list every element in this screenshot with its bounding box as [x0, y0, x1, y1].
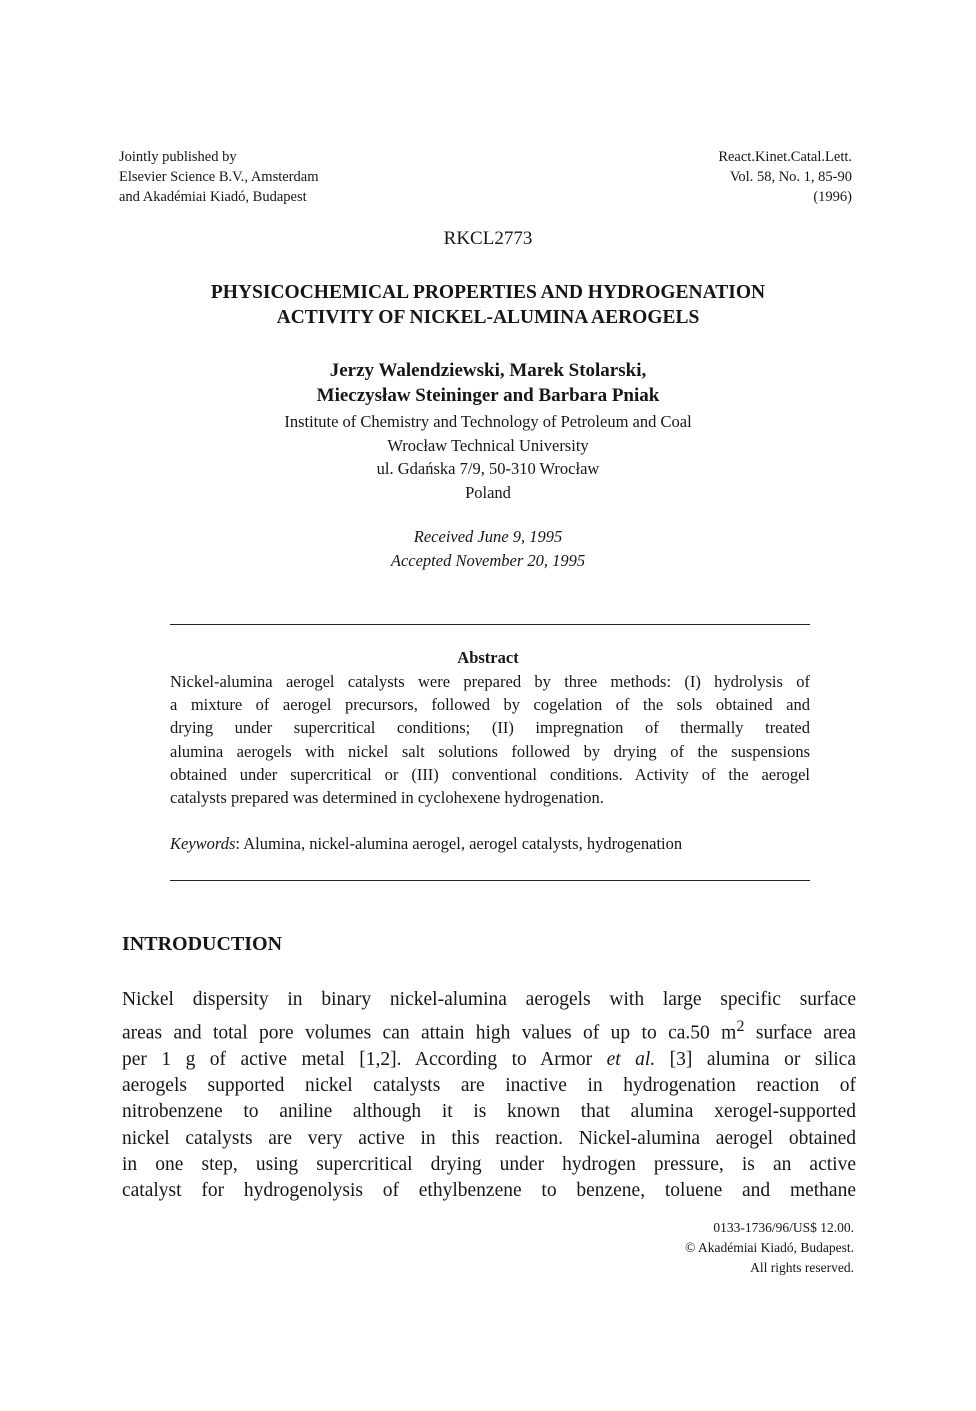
author-line: Mieczysław Steininger and Barbara Pniak	[316, 385, 660, 406]
article-code: RKCL2773	[443, 228, 533, 249]
abstract-line: catalysts prepared was determined in cyclohexene hydrogenation.	[170, 788, 604, 808]
affiliation-line: ul. Gdańska 7/9, 50-310 Wrocław	[376, 459, 600, 478]
affiliation-line: Institute of Chemistry and Technology of Petroleum and Coal	[284, 412, 692, 431]
intro-line	[122, 1013, 856, 1047]
affiliation-line: Wrocław Technical University	[387, 435, 589, 455]
abstract-heading: Abstract	[457, 648, 519, 667]
journal-citation	[718, 147, 852, 207]
intro-italic-text: et al.	[606, 1048, 656, 1070]
copyright-footer	[685, 1218, 854, 1278]
abstract-line: drying under supercritical conditions; (II) impregnation of thermally treated	[170, 718, 810, 738]
intro-text: surface area	[744, 1022, 857, 1044]
abstract-line: Nickel-alumina aerogel catalysts were prepared by three methods: (I) hydrolysis of	[170, 672, 810, 691]
abstract-top-divider	[170, 624, 810, 625]
abstract-line: alumina aerogels with nickel salt solutions followed by drying of the suspensions	[170, 741, 810, 761]
keywords	[170, 832, 810, 855]
abstract-line: a mixture of aerogel precursors, followed by cogelation of the sols obtained and	[170, 695, 810, 715]
affiliation-line: Poland	[465, 482, 511, 502]
intro-line: Nickel dispersity in binary nickel-alumina aerogels with large specific surface	[122, 989, 856, 1010]
paper-title	[0, 280, 976, 330]
intro-text: per 1 g of active metal [1,2]. According to Armor	[122, 1048, 607, 1070]
abstract-body	[170, 670, 810, 809]
publisher-line: Elsevier Science B.V., Amsterdam	[119, 169, 319, 185]
title-line: PHYSICOCHEMICAL PROPERTIES AND HYDROGENATION	[210, 282, 766, 303]
footer-line: All rights reserved.	[750, 1260, 854, 1275]
abstract-line: obtained under supercritical or (III) conventional conditions. Activity of the aerogel	[170, 764, 810, 784]
journal-line: (1996)	[813, 189, 852, 205]
superscript: 2	[736, 1017, 745, 1036]
intro-line: nitrobenzene to aniline although it is known that alumina xerogel-supported	[122, 1101, 856, 1123]
author-line: Jerzy Walendziewski, Marek Stolarski,	[329, 360, 647, 381]
intro-line: catalyst for hydrogenolysis of ethylbenzene to benzene, toluene and methane	[122, 1179, 856, 1201]
accepted-date: Accepted November 20, 1995	[390, 551, 586, 570]
intro-line	[122, 1047, 856, 1073]
intro-line: in one step, using supercritical drying under hydrogen pressure, is an active	[122, 1153, 856, 1175]
submission-dates	[0, 525, 976, 573]
affiliation	[0, 410, 976, 504]
introduction-heading: INTRODUCTION	[122, 933, 283, 955]
publisher-line: Jointly published by	[119, 149, 237, 165]
keywords-text: Alumina, nickel-alumina aerogel, aerogel catalysts, hydrogenation	[239, 834, 683, 853]
keywords-label: Keywords	[170, 834, 236, 853]
footer-line: 0133-1736/96/US$ 12.00.	[713, 1220, 854, 1235]
journal-line: Vol. 58, No. 1, 85-90	[729, 169, 852, 185]
authors	[0, 358, 976, 408]
journal-line: React.Kinet.Catal.Lett.	[718, 149, 852, 165]
intro-line: nickel catalysts are very active in this reaction. Nickel-alumina aerogel obtained	[122, 1127, 856, 1149]
title-line: ACTIVITY OF NICKEL-ALUMINA AEROGELS	[276, 307, 700, 328]
keywords-colon: :	[235, 834, 240, 853]
intro-text: [3] alumina or silica	[655, 1048, 856, 1070]
publisher-info	[119, 147, 318, 207]
footer-line: © Akadémiai Kiadó, Budapest.	[685, 1240, 854, 1255]
intro-line: aerogels supported nickel catalysts are inactive in hydrogenation reaction of	[122, 1075, 856, 1097]
intro-text: areas and total pore volumes can attain high values of up to ca.50 m	[122, 1022, 737, 1044]
introduction-body	[122, 987, 856, 1204]
abstract-bottom-divider	[170, 880, 810, 881]
received-date: Received June 9, 1995	[413, 527, 563, 546]
publisher-line: and Akadémiai Kiadó, Budapest	[119, 189, 307, 205]
